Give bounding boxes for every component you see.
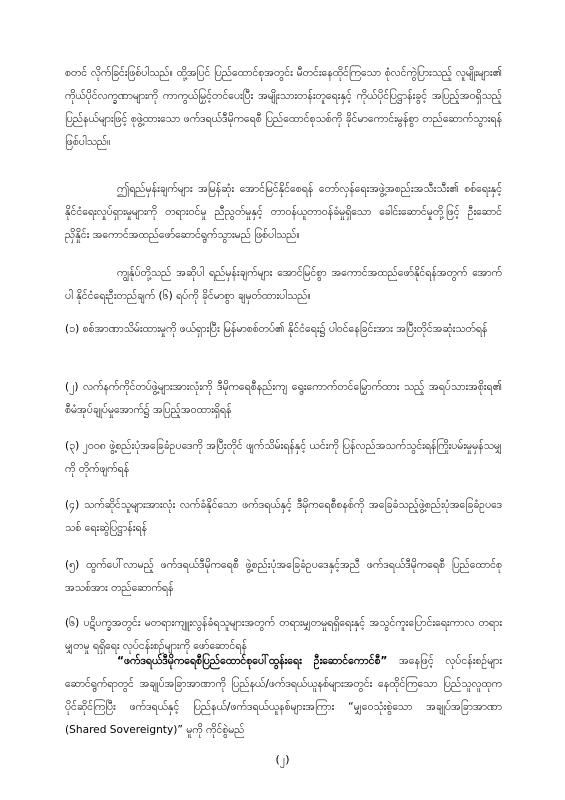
final-paragraph-text: အနေဖြင့် လုပ်ငန်းစဉ်များ ဆောင်ရွက်ရာတွင် အချုပ်အခြာအာဏာကို ပြည်နယ်/ဖက်ဒရယ်ယူနစ်များအတွင်း နေထိုင်ကြသော ပြည်သူလူထုက ပိုင်ဆိုင်ကြပြီး ဖက်ဒရယ်နှင့် ပြည်နယ်/ဖက်ဒရယ်ယူနစ်များအကြား “မျှဝေသုံးစွဲသော အချုပ်အခြာအာဏာ (Shared Sovereignty)” မူကို ကိုင်စွဲမည်: [65, 655, 502, 736]
objective-item-3: (၃) ၂၀၀၈ ဖွဲ့စည်းပုံအခြေခံဥပဒေကို အပြီးတိုင် ဖျက်သိမ်းရန်နှင့် ယင်းကို ပြန်လည်အသက်သွင်းရန်ကြိုးပမ်းမှုမှန်သမျှကို တိုက်ဖျက်ရန်: [65, 440, 502, 475]
final-paragraph: [65, 650, 502, 742]
objective-item-1: (၁) စစ်အာဏာသိမ်းထားမှုကို ဖယ်ရှားပြီး မြန်မာစစ်တပ်၏ နိုင်ငံရေး၌ ပါဝင်နေခြင်းအား အပြီးတိုင်အဆုံးသတ်ရန်: [65, 323, 488, 335]
council-name-heading: “ဖက်ဒရယ်ဒီမိုကရေစီပြည်ထောင်စုပေါ်ထွန်းရေး ဦးဆောင်ကောင်စီ”: [117, 655, 388, 667]
paragraph-1: စတင် လိုက်ခြင်းဖြစ်ပါသည်။ ထို့အပြင် ပြည်ထောင်စုအတွင်း မီတင်းနေထိုင်ကြသော စုံလင်ကွဲပြားသည့် လူမျိုးများ၏ ကိုယ်ပိုင်လက္ခဏာများကို ကာကွယ်မြှင့်တင်ပေးပြီး အမျိုးသားတန်းတူရေးနှင့် ကိုယ်ပိုင်ပြဋ္ဌာန်းခွင့် အပြည့်အဝရှိသည့် ပြည်နယ်များဖြင့် စုဖွဲ့ထားသော ဖက်ဒရယ်ဒီမိုကရေစီ ပြည်ထောင်စုသစ်ကို ခိုင်မာကောင်းမွန်စွာ တည်ဆောက်သွားရန် ဖြစ်ပါသည်။: [65, 67, 502, 148]
objective-item-4: (၄) သက်ဆိုင်သူများအားလုံး လက်ခံနိုင်သော ဖက်ဒရယ်နှင့် ဒီမိုကရေစီစနစ်ကို အခြေခံသည့်ဖွဲ့စည်းပုံအခြေခံဥပဒေသစ် ရေးဆွဲပြဋ္ဌာန်းရန်: [65, 499, 502, 534]
page-number: (၂): [275, 753, 290, 766]
objective-item-5: (၅) ထွက်ပေါ်လာမည့် ဖက်ဒရယ်ဒီမိုကရေစီ ဖွဲ့စည်းပုံအခြေခံဥပဒေနှင့်အညီ ဖက်ဒရယ်ဒီမိုကရေစီ ပြည်ထောင်စုအသစ်အား တည်ဆောက်ရန်: [65, 559, 502, 594]
paragraph-2: ဤရည်မှန်းချက်များ အမြန်ဆုံး အောင်မြင်နိုင်စေရန် တော်လှန်ရေးအဖွဲ့အစည်းအသီးသီး၏ စစ်ရေးနှင့် နိုင်ငံရေးလှုပ်ရှားမှုများကို တရားဝင်မှု ညီညွတ်မှုနှင့် တာဝန်ယူတာဝန်ခံမှုရှိသော ခေါင်းဆောင်မှုတို့ဖြင့် ဦးဆောင်ညှိနှိုင်း အကောင်အထည်ဖော်ဆောင်ရွက်သွားမည် ဖြစ်ပါသည်။: [65, 183, 502, 241]
objective-item-2: (၂) လက်နက်ကိုင်တပ်ဖွဲ့များအားလုံးကို ဒီမိုကရေစီနည်းကျ ရွေးကောက်တင်မြှောက်ထား သည့် အရပ်သားအစိုးရ၏ စီမံအုပ်ချုပ်မှုအောက်၌ အပြည့်အဝထားရှိရန်: [65, 381, 502, 416]
paragraph-3: ကျွန်ုပ်တို့သည် အဆိုပါ ရည်မှန်းချက်များ အောင်မြင်စွာ အကောင်အထည်ဖော်နိုင်ရန်အတွက် အောက်ပါ နိုင်ငံရေးဦးတည်ချက် (၆) ရပ်ကို ခိုင်မာစွာ ချမှတ်ထားပါသည်။: [65, 267, 502, 302]
objective-item-6: (၆) ပဋိပက္ခအတွင်း မတရားကျူးလွန်ခံရသူများအတွက် တရားမျှတမှုရရှိရေးနှင့် အသွင်ကူးပြောင်းရေးကာလ တရားမျှတမှု ရရှိရေး လုပ်ငန်းစဉ်များကို ဖော်ဆောင်ရန်: [65, 617, 502, 652]
